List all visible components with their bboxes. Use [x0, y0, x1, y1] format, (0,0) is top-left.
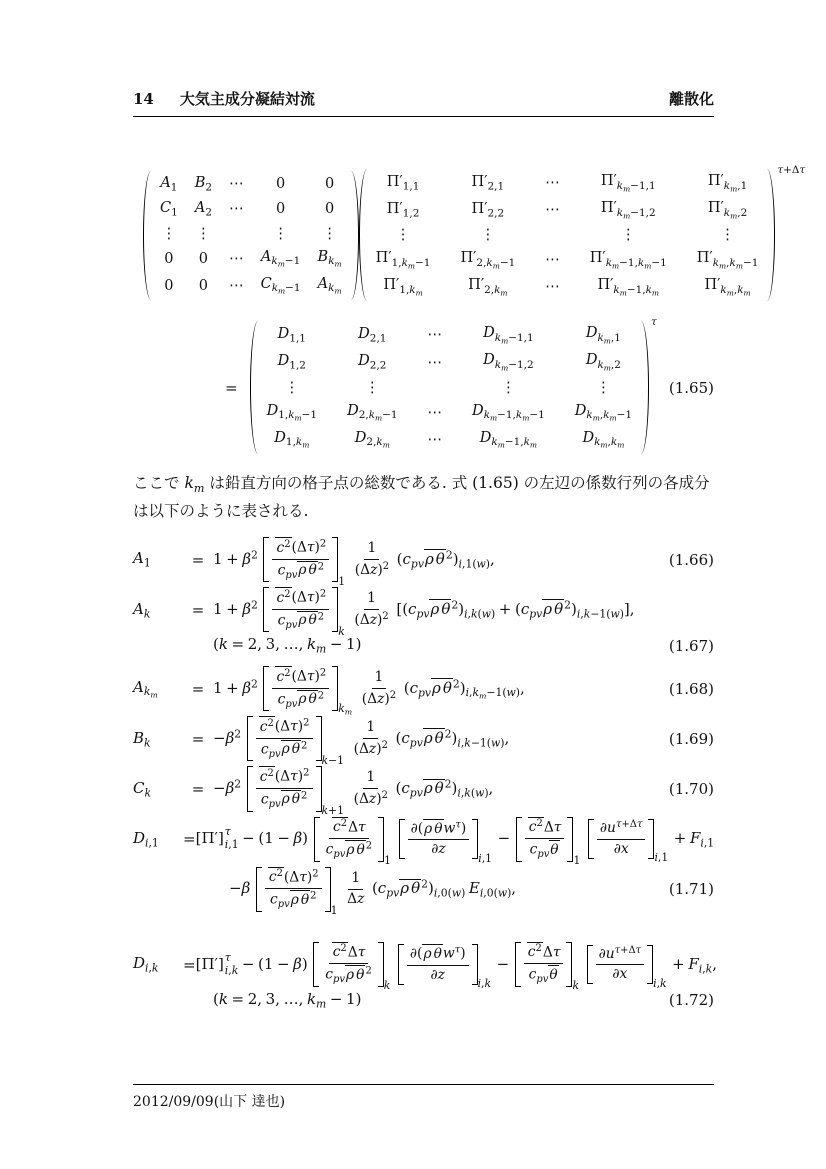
footer-date-author: 2012/09/09(山下 達也) [133, 1094, 286, 1110]
body-paragraph [133, 470, 714, 525]
header-right-title: 離散化 [668, 90, 714, 108]
equation-1-68 [133, 666, 714, 717]
eq-1-67-lhs: $A_k$ [133, 599, 151, 621]
matrix-rhs-row [133, 316, 714, 453]
eq-1-69-equals: = [191, 729, 205, 748]
equation-1-71-line2 [133, 867, 714, 918]
equation-1-71-line1 [133, 817, 715, 868]
equation-block-1-65 [133, 164, 806, 454]
matrix-product-row [143, 164, 806, 301]
eq-1-72-lhs: $D_{i,k}$ [133, 954, 159, 975]
equation-1-66 [133, 537, 714, 588]
equation-tag-1-70: (1.70) [668, 780, 714, 799]
page-number: 14 [133, 90, 154, 108]
eq-1-68-equals: = [191, 679, 205, 698]
equation-tag-1-67: (1.67) [668, 636, 714, 655]
eq-1-71-equals: = [183, 830, 196, 849]
eq-1-70-lhs: $C_k$ [133, 778, 152, 800]
equation-tag-1-72: (1.72) [668, 991, 714, 1010]
equation-tag-1-66: (1.66) [668, 550, 714, 569]
eq-1-68-rhs: $1 + \beta^2$ $\frac{c^2(\Delta\tau)^2}{c_{pv}\rho \theta^2}$ $k_m$ $\frac{1}{(\Delta z)^2}$ ($c_{pv}\rho$ $\theta^2)_{i,k_m-1(w)}$, [213, 667, 525, 717]
page-header [133, 88, 714, 117]
equals-sign: = [225, 378, 238, 397]
eq-1-67-equals: = [191, 600, 205, 619]
eq-1-66-lhs: $A_1$ [133, 549, 151, 571]
paragraph-text-before: ここで [133, 473, 185, 492]
eq-1-67-note: (k = 2, 3, …, $k_m - 1$) [213, 635, 362, 657]
d-matrix: $D_{1,1}$ $D_{2,1}$ ⋯ $D_{k_m-1,1}$ $D_{k_m,1}$ $D_{1,2}$ $D_{2,2}$ ⋯ $D_{k_m-1,2}$ $D_{k_m,2}$ ⋮ ⋮ ⋮ ⋮ $D_{1,k_m-1}$ $D_{2,k_m-1}$ ⋯ $D_{k_m-1,k_m-1}$ $D_{k_m,k_m-1}$ $D_{1,k_m}$ $D_{2,k_m}$ ⋯ $D_{k_m-1,k_m}$ $D_{k_m,k_m}$ τ [250, 321, 657, 453]
equation-1-67 [133, 587, 714, 638]
header-left-title: 大気主成分凝結対流 [179, 90, 315, 108]
eq-1-72-rhs: [Π′] τ i,k − (1 − β) $\frac{c^2\Delta\tau}{c_{pv}\rho \theta^2}$ k $\frac{\partial(\rho \theta w^\tau)}{\partial z}$ i,k − $\frac{c^2\Delta\tau}{c_{pv}\theta}$ k $\frac{\partial u^{\tau+\Delta\tau}}{\partial x}$ i,k + $F_{i,k}$, [195, 943, 717, 993]
equation-tag-1-69: (1.69) [668, 729, 714, 748]
equation-1-67-condition [133, 635, 714, 656]
page-footer [133, 1084, 714, 1111]
equation-1-70 [133, 766, 714, 818]
eq-1-67-rhs: $1 + \beta^2$ $\frac{c^2(\Delta\tau)^2}{c_{pv}\rho \theta^2}$ k $\frac{1}{(\Delta z)^2}$ [($c_{pv}\rho$ $\theta^2)_{i,k(w)} + (c_{pv}\rho$ $\theta^2)_{i,k-1(w)}$], [213, 588, 635, 638]
eq-1-66-rhs: $1 + \beta^2$ $\frac{c^2(\Delta\tau)^2}{c_{pv}\rho \theta^2}$ 1 $\frac{1}{(\Delta z)^2}$ ($c_{pv}\rho$ $\theta^2)_{i,1(w)}$, [213, 538, 495, 588]
eq-1-70-equals: = [191, 780, 205, 799]
km-inline-math: $k_m$ [184, 473, 205, 495]
eq-1-71-rhs-line2: −β $\frac{c^2(\Delta\tau)^2}{c_{pv}\rho \theta^2}$ 1 $\frac{1}{\Delta z}$ ($c_{pv}\rho$ $\theta^2)_{i,0(w)}$ $E_{i,0(w)}$, [229, 868, 517, 918]
coefficient-matrix: $A_1$ $B_2$ ⋯ 0 0 $C_1$ $A_2$ ⋯ 0 0 ⋮ ⋮ ⋮ ⋮ 0 0 ⋯ $A_{k_m-1}$ $B_{k_m}$ 0 0 ⋯ $C_{k_m-1}$ $A_{k_m}$ [143, 171, 359, 300]
eq-1-70-rhs: $-\beta^2$ $\frac{c^2(\Delta\tau)^2}{c_{pv}\rho \theta^2}$ k+1 $\frac{1}{(\Delta z)^2}$ ($c_{pv}\rho$ $\theta^2)_{i,k(w)}$, [213, 767, 494, 818]
eq-1-69-lhs: $B_k$ [133, 728, 151, 750]
pi-prime-matrix: $\Pi'_{1,1}$ $\Pi'_{2,1}$ ⋯ $\Pi'_{k_m-1,1}$ $\Pi'_{k_m,1}$ $\Pi'_{1,2}$ $\Pi'_{2,2}$ ⋯ $\Pi'_{k_m-1,2}$ $\Pi'_{k_m,2}$ ⋮ ⋮ ⋮ ⋮ $\Pi'_{1,k_m-1}$ $\Pi'_{2,k_m-1}$ ⋯ $\Pi'_{k_m-1,k_m-1}$ $\Pi'_{k_m,k_m-1}$ $\Pi'_{1,k_m}$ $\Pi'_{2,k_m}$ ⋯ $\Pi'_{k_m-1,k_m}$ $\Pi'_{k_m,k_m}$ τ+Δτ [359, 169, 806, 301]
equation-tag-1-68: (1.68) [668, 679, 714, 698]
eq-1-66-equals: = [191, 550, 205, 569]
eq-1-71-rhs-line1: [Π′] τ i,1 − (1 − β) $\frac{c^2\Delta\tau}{c_{pv}\rho \theta^2}$ 1 $\frac{\partial(\rho \theta w^\tau)}{\partial z}$ i,1 − $\frac{c^2\Delta\tau}{c_{pv}\theta}$ 1 $\frac{\partial u^{\tau+\Delta\tau}}{\partial x}$ i,1 + $F_{i,1}$ [195, 818, 715, 868]
equation-1-72-condition [133, 990, 714, 1011]
equation-tag-1-65: (1.65) [668, 378, 714, 397]
paragraph-text-after: は鉛直方向の格子点の総数である. 式 (1.65) の左辺の係数行列の各成分は以下のように表される. [133, 473, 710, 521]
eq-1-68-lhs: $A_{k_m}$ [133, 677, 158, 700]
eq-1-72-note: (k = 2, 3, …, $k_m - 1$) [213, 990, 362, 1011]
eq-1-69-rhs: $-\beta^2$ $\frac{c^2(\Delta\tau)^2}{c_{pv}\rho \theta^2}$ k−1 $\frac{1}{(\Delta z)^2}$ ($c_{pv}\rho$ $\theta^2)_{i,k-1(w)}$, [213, 717, 510, 767]
eq-1-71-lhs: $D_{i,1}$ [133, 828, 159, 850]
eq-1-72-equals: = [183, 955, 196, 974]
equation-1-69 [133, 716, 714, 767]
numbered-equations [133, 537, 717, 1021]
equation-tag-1-71: (1.71) [668, 880, 714, 899]
equation-1-72 [133, 942, 717, 993]
